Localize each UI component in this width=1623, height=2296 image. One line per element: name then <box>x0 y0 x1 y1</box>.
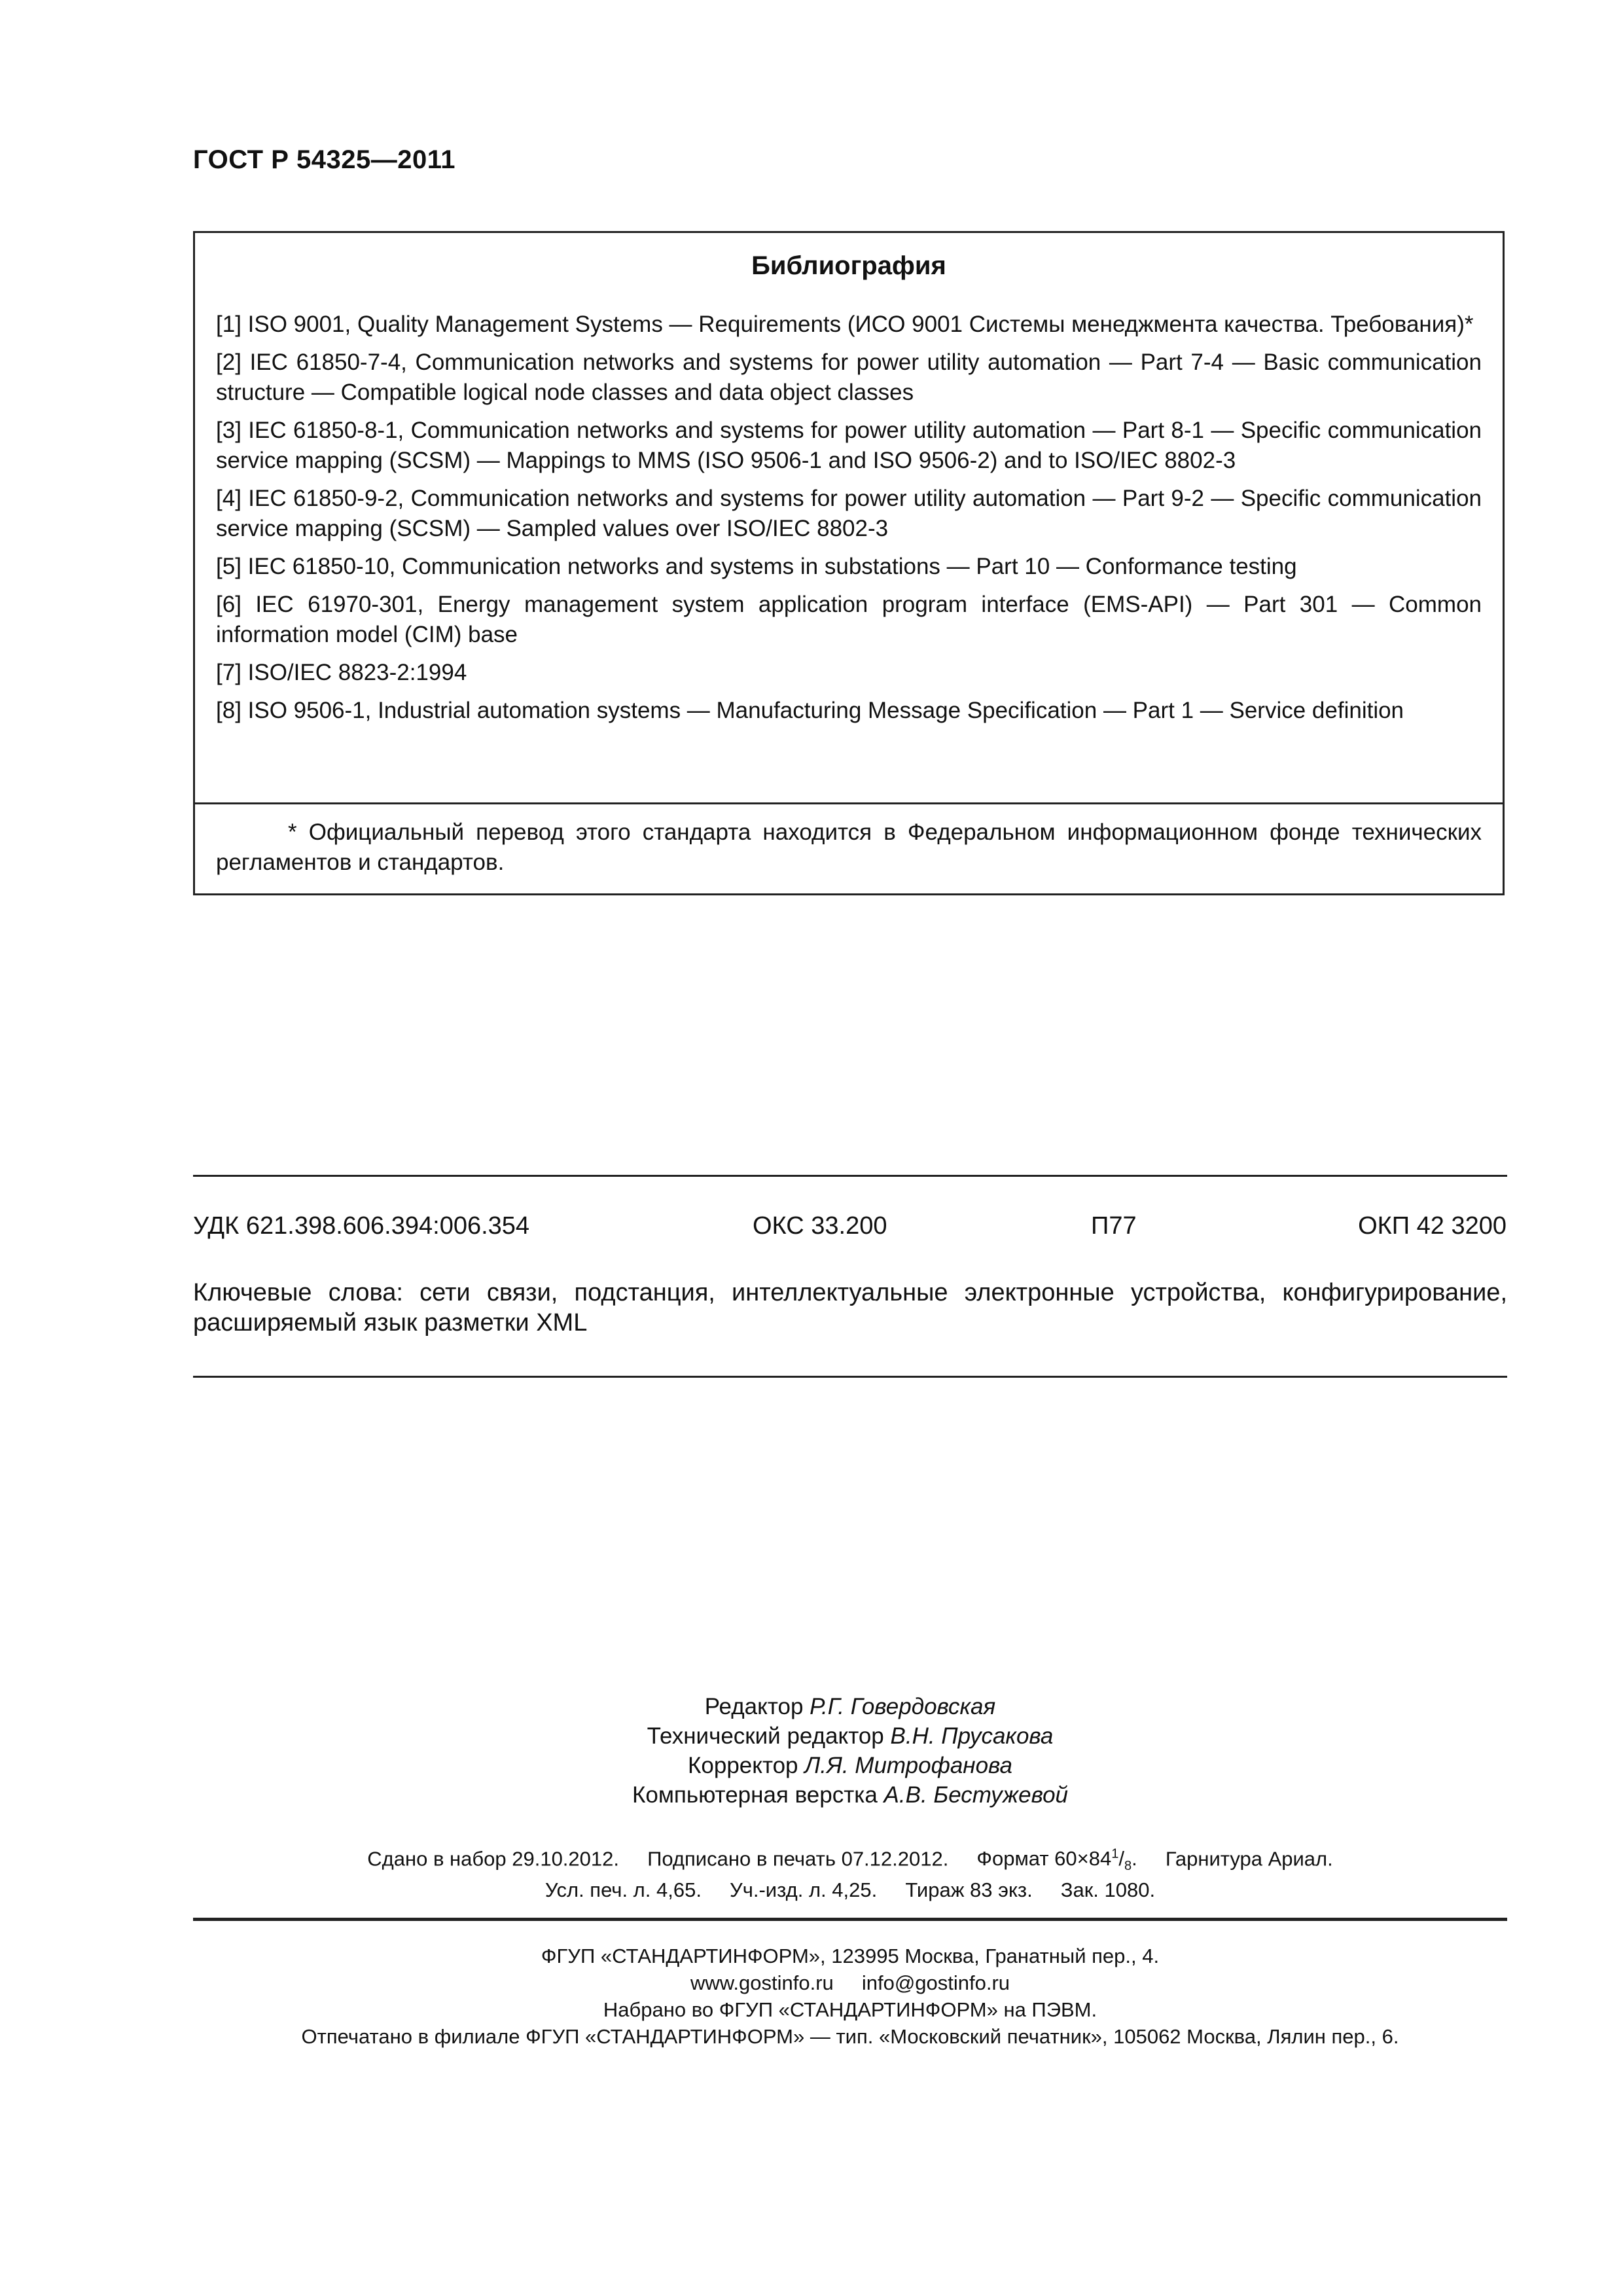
publisher-contacts <box>193 1969 1507 1996</box>
print-format: Формат $60\times 84^1/_8$. <box>976 1847 1137 1874</box>
publisher-email: info@gostinfo.ru <box>861 1971 1010 1994</box>
credit-proofreader <box>193 1751 1507 1780</box>
reference-item: [6] IEC 61970-301, Energy management system application program interface (EMS-API) — Part 301 — Common information model (CIM) base <box>216 592 1482 647</box>
udk-code: УДК 621.398.606.394:006.354 <box>193 1212 530 1240</box>
keywords-bottom-rule <box>193 1376 1507 1378</box>
credit-person: Л.Я. Митрофанова <box>804 1753 1012 1778</box>
credit-technical-editor <box>193 1721 1507 1751</box>
document-code: ГОСТ Р 54325—2011 <box>193 145 455 174</box>
credit-person: А.В. Бестужевой <box>883 1782 1069 1808</box>
typeset-info: Набрано во ФГУП «СТАНДАРТИНФОРМ» на ПЭВМ. <box>603 1998 1097 2021</box>
print-edition-sheets: Уч.-изд. л. 4,25. <box>730 1878 878 1901</box>
print-sent-date: Сдано в набор 29.10.2012. <box>367 1847 619 1871</box>
print-font: Гарнитура Ариал. <box>1165 1847 1333 1871</box>
classification-top-rule <box>193 1175 1507 1177</box>
print-order: Зак. 1080. <box>1060 1878 1156 1901</box>
reference-item: [3] IEC 61850-8-1, Communication networks and systems for power utility automation — Part 8-1 — Specific communication service mapping (SCSM) — Mappings to MMS (ISO 9506-1 and ISO 9506-2) and to ISO/IEC 8802-3 <box>216 418 1482 473</box>
credit-editor <box>193 1692 1507 1721</box>
p-code: П77 <box>1091 1212 1137 1240</box>
footnote: * Официальный перевод этого стандарта находится в Федеральном информационном фонде технических регламентов и стандартов. <box>216 819 1482 875</box>
credit-role: Редактор <box>704 1694 804 1719</box>
print-run: Тираж 83 экз. <box>905 1878 1033 1901</box>
reference-item: [4] IEC 61850-9-2, Communication networks and systems for power utility automation — Part 9-2 — Specific communication service mapping (SCSM) — Sampled values over ISO/IEC 8802-3 <box>216 486 1482 541</box>
print-info-line-1 <box>193 1847 1507 1874</box>
credit-layout <box>193 1780 1507 1810</box>
printed-info: Отпечатано в филиале ФГУП «СТАНДАРТИНФОРМ» — тип. «Московский печатник», 105062 Москва, Лялин пер., 6. <box>301 2025 1399 2048</box>
keywords: Ключевые слова: сети связи, подстанция, интеллектуальные электронные устройства, конфигурирование, расширяемый язык разметки XML <box>193 1279 1507 1336</box>
reference-item: [2] IEC 61850-7-4, Communication networks and systems for power utility automation — Part 7-4 — Basic communication structure — Compatible logical node classes and data object classes <box>216 350 1482 405</box>
credit-person: Р.Г. Говердовская <box>810 1694 996 1719</box>
reference-item: [1] ISO 9001, Quality Management Systems — Requirements (ИСО 9001 Системы менеджмента качества. Требования)* <box>216 312 1474 337</box>
footnote-divider <box>195 802 1503 804</box>
credit-person: В.Н. Прусакова <box>890 1723 1054 1749</box>
reference-item: [8] ISO 9506-1, Industrial automation systems — Manufacturing Message Specification — Part 1 — Service definition <box>216 698 1404 723</box>
credit-role: Корректор <box>688 1753 798 1778</box>
credit-role: Компьютерная верстка <box>632 1782 878 1808</box>
credit-role: Технический редактор <box>647 1723 884 1749</box>
publisher-website: www.gostinfo.ru <box>690 1971 834 1994</box>
reference-list <box>216 310 1482 734</box>
print-signed-date: Подписано в печать 07.12.2012. <box>647 1847 949 1871</box>
bibliography-box <box>193 231 1505 895</box>
publisher-top-rule <box>193 1918 1507 1921</box>
print-sheets: Усл. печ. л. 4,65. <box>544 1878 702 1901</box>
publisher-address: ФГУП «СТАНДАРТИНФОРМ», 123995 Москва, Гранатный пер., 4. <box>541 1945 1160 1967</box>
okp-code: ОКП 42 3200 <box>1358 1212 1507 1240</box>
print-info-line-2 <box>193 1878 1507 1902</box>
reference-item: [5] IEC 61850-10, Communication networks and systems in substations — Part 10 — Conformance testing <box>216 554 1297 579</box>
bibliography-title: Библиография <box>751 251 946 280</box>
oks-code: ОКС 33.200 <box>753 1212 887 1240</box>
reference-item: [7] ISO/IEC 8823-2:1994 <box>216 660 467 685</box>
